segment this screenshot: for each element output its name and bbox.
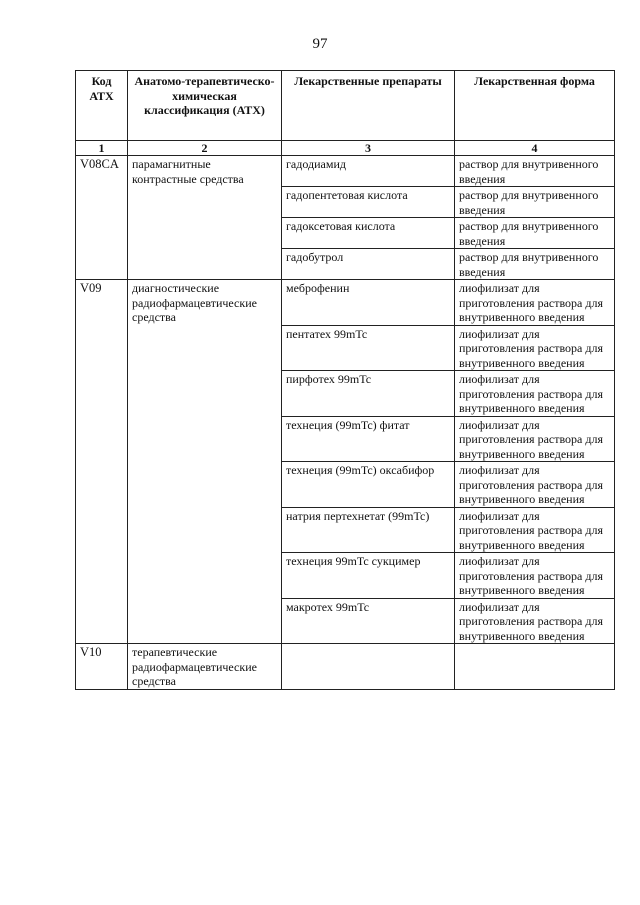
drug-name: натрия пертехнетат (99mTc) (282, 507, 455, 553)
header-row (76, 71, 615, 141)
drug-form: лиофилизат для приготовления раствора для внутривенного введения (455, 507, 615, 553)
drug-name: гадоксетовая кислота (282, 218, 455, 249)
atx-classification: диагностические радиофармацевтические средства (128, 280, 282, 644)
header-drugs: Лекарственные препараты (282, 71, 455, 141)
drug-name: гадодиамид (282, 156, 455, 187)
drug-name: гадобутрол (282, 249, 455, 280)
drug-form: лиофилизат для приготовления раствора для внутривенного введения (455, 416, 615, 462)
drug-form: лиофилизат для приготовления раствора для внутривенного введения (455, 598, 615, 644)
drug-form: раствор для внутривенного введения (455, 156, 615, 187)
drug-name: пентатех 99mTc (282, 325, 455, 371)
column-number: 4 (455, 141, 615, 156)
drug-form-empty (455, 644, 615, 690)
atx-classification: парамагнитные контрастные средства (128, 156, 282, 280)
drug-form: раствор для внутривенного введения (455, 249, 615, 280)
atx-code: V08CA (76, 156, 128, 280)
drug-name: технеция (99mTc) фитат (282, 416, 455, 462)
drug-name: пирфотех 99mTc (282, 371, 455, 417)
drug-form: лиофилизат для приготовления раствора для внутривенного введения (455, 462, 615, 508)
drug-form: лиофилизат для приготовления раствора для внутривенного введения (455, 553, 615, 599)
table-row (76, 644, 615, 690)
drug-name: меброфенин (282, 280, 455, 326)
table-row (76, 280, 615, 326)
drug-form: раствор для внутривенного введения (455, 218, 615, 249)
drug-name: технеция (99mTc) оксабифор (282, 462, 455, 508)
column-number: 1 (76, 141, 128, 156)
column-number: 3 (282, 141, 455, 156)
header-code: Код АТХ (76, 71, 128, 141)
atx-code: V09 (76, 280, 128, 644)
drug-form: лиофилизат для приготовления раствора для внутривенного введения (455, 371, 615, 417)
table-row (76, 156, 615, 187)
atx-code: V10 (76, 644, 128, 690)
drug-name-empty (282, 644, 455, 690)
drug-form: раствор для внутривенного введения (455, 187, 615, 218)
drug-name: гадопентетовая кислота (282, 187, 455, 218)
page-number: 97 (312, 36, 328, 52)
column-number-row (76, 141, 615, 156)
header-classification: Анатомо-терапевтическо-химическая классификация (АТХ) (128, 71, 282, 141)
drug-form: лиофилизат для приготовления раствора для внутривенного введения (455, 280, 615, 326)
column-number: 2 (128, 141, 282, 156)
drug-name: технеция 99mTc сукцимер (282, 553, 455, 599)
atx-table (75, 70, 615, 690)
header-form: Лекарственная форма (455, 71, 615, 141)
drug-form: лиофилизат для приготовления раствора для внутривенного введения (455, 325, 615, 371)
drug-name: макротех 99mTc (282, 598, 455, 644)
atx-classification: терапевтические радиофармацевтические средства (128, 644, 282, 690)
